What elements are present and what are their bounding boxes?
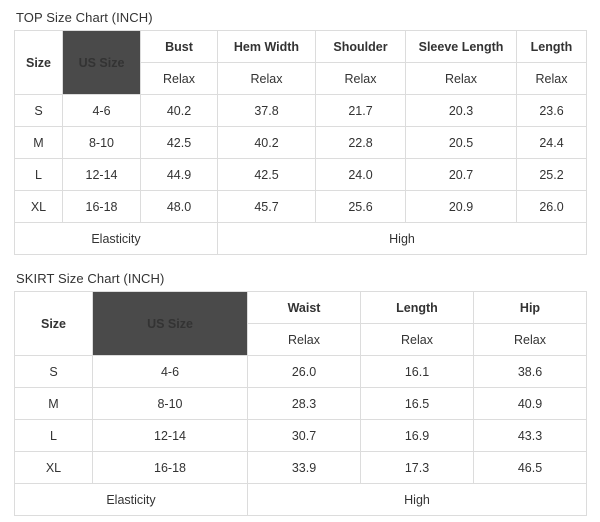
- cell-waist: 28.3: [248, 388, 361, 420]
- subheader-shoulder-relax: Relax: [316, 63, 406, 95]
- cell-us-size: 4-6: [93, 356, 248, 388]
- col-header-hip: Hip: [474, 292, 587, 324]
- table-footer-row: [15, 484, 587, 516]
- table-row: [15, 452, 587, 484]
- cell-length: 17.3: [361, 452, 474, 484]
- table-row: [15, 356, 587, 388]
- cell-shoulder: 25.6: [316, 191, 406, 223]
- cell-size: L: [15, 420, 93, 452]
- col-header-sleeve-length: Sleeve Length: [406, 31, 517, 63]
- cell-hem-width: 42.5: [218, 159, 316, 191]
- skirt-size-chart-table: [14, 291, 587, 516]
- cell-size: M: [15, 127, 63, 159]
- table-header-row: [15, 292, 587, 324]
- cell-us-size: 16-18: [63, 191, 141, 223]
- cell-sleeve-length: 20.7: [406, 159, 517, 191]
- cell-shoulder: 21.7: [316, 95, 406, 127]
- col-header-length: Length: [361, 292, 474, 324]
- footer-elasticity-value: High: [218, 223, 587, 255]
- top-size-chart-table-wrap: [14, 30, 586, 255]
- footer-elasticity-label: Elasticity: [15, 484, 248, 516]
- cell-hip: 46.5: [474, 452, 587, 484]
- table-row: [15, 127, 587, 159]
- skirt-size-chart-table-wrap: [14, 291, 586, 516]
- table-row: [15, 159, 587, 191]
- top-size-chart-table: [14, 30, 587, 255]
- cell-us-size: 12-14: [93, 420, 248, 452]
- col-header-hem-width: Hem Width: [218, 31, 316, 63]
- cell-sleeve-length: 20.3: [406, 95, 517, 127]
- cell-size: XL: [15, 452, 93, 484]
- cell-size: S: [15, 95, 63, 127]
- cell-length: 16.1: [361, 356, 474, 388]
- cell-waist: 26.0: [248, 356, 361, 388]
- footer-elasticity-label: Elasticity: [15, 223, 218, 255]
- skirt-chart-title: SKIRT Size Chart (INCH): [16, 271, 165, 286]
- cell-hip: 40.9: [474, 388, 587, 420]
- cell-waist: 33.9: [248, 452, 361, 484]
- table-row: [15, 420, 587, 452]
- cell-hip: 43.3: [474, 420, 587, 452]
- table-footer-row: [15, 223, 587, 255]
- cell-size: S: [15, 356, 93, 388]
- subheader-hem-relax: Relax: [218, 63, 316, 95]
- col-header-us-size: US Size: [63, 31, 141, 95]
- cell-hem-width: 45.7: [218, 191, 316, 223]
- cell-length: 25.2: [517, 159, 587, 191]
- subheader-sleeve-relax: Relax: [406, 63, 517, 95]
- cell-waist: 30.7: [248, 420, 361, 452]
- chart-spacer: [14, 255, 586, 267]
- cell-us-size: 8-10: [93, 388, 248, 420]
- cell-bust: 44.9: [141, 159, 218, 191]
- cell-length: 16.5: [361, 388, 474, 420]
- cell-length: 24.4: [517, 127, 587, 159]
- cell-sleeve-length: 20.5: [406, 127, 517, 159]
- cell-length: 26.0: [517, 191, 587, 223]
- col-header-size: Size: [15, 31, 63, 95]
- col-header-bust: Bust: [141, 31, 218, 63]
- col-header-size: Size: [15, 292, 93, 356]
- col-header-waist: Waist: [248, 292, 361, 324]
- table-row: [15, 95, 587, 127]
- col-header-shoulder: Shoulder: [316, 31, 406, 63]
- cell-hem-width: 37.8: [218, 95, 316, 127]
- subheader-length-relax: Relax: [517, 63, 587, 95]
- cell-shoulder: 22.8: [316, 127, 406, 159]
- cell-size: M: [15, 388, 93, 420]
- cell-us-size: 4-6: [63, 95, 141, 127]
- table-row: [15, 191, 587, 223]
- col-header-us-size: US Size: [93, 292, 248, 356]
- cell-length: 16.9: [361, 420, 474, 452]
- col-header-length: Length: [517, 31, 587, 63]
- cell-bust: 40.2: [141, 95, 218, 127]
- cell-length: 23.6: [517, 95, 587, 127]
- cell-sleeve-length: 20.9: [406, 191, 517, 223]
- cell-bust: 48.0: [141, 191, 218, 223]
- table-row: [15, 388, 587, 420]
- cell-us-size: 12-14: [63, 159, 141, 191]
- cell-hem-width: 40.2: [218, 127, 316, 159]
- cell-hip: 38.6: [474, 356, 587, 388]
- cell-us-size: 16-18: [93, 452, 248, 484]
- cell-size: L: [15, 159, 63, 191]
- top-chart-title: TOP Size Chart (INCH): [16, 10, 153, 25]
- table-header-row: [15, 31, 587, 63]
- subheader-hip-relax: Relax: [474, 324, 587, 356]
- footer-elasticity-value: High: [248, 484, 587, 516]
- cell-shoulder: 24.0: [316, 159, 406, 191]
- subheader-length-relax: Relax: [361, 324, 474, 356]
- subheader-waist-relax: Relax: [248, 324, 361, 356]
- cell-bust: 42.5: [141, 127, 218, 159]
- cell-size: XL: [15, 191, 63, 223]
- cell-us-size: 8-10: [63, 127, 141, 159]
- subheader-bust-relax: Relax: [141, 63, 218, 95]
